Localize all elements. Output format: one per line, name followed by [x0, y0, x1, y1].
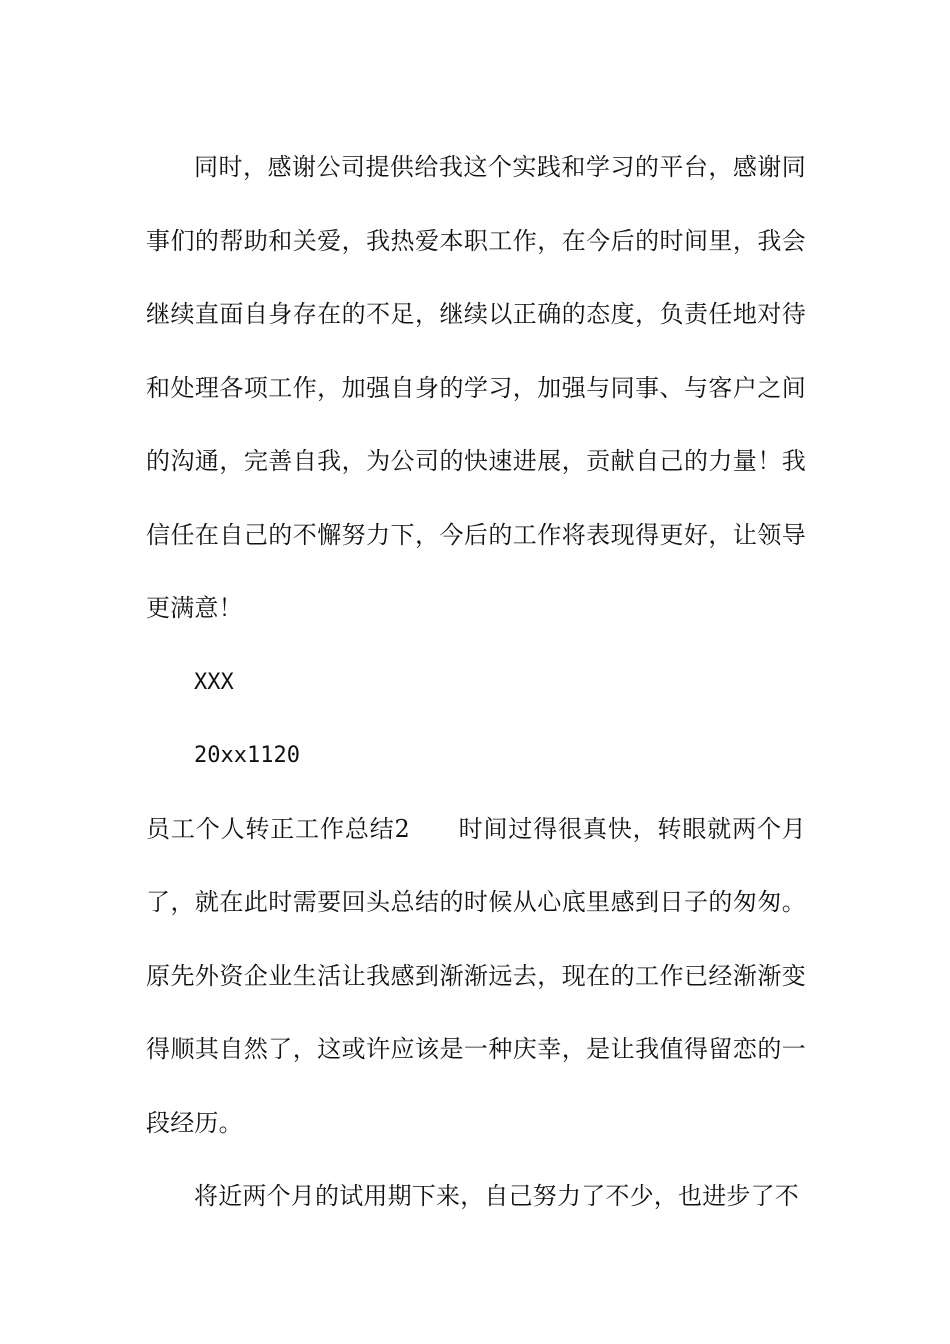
document-page — [146, 131, 806, 1234]
paragraph-time-passes: 时间过得很真快，转眼就两个月了，就在此时需要回头总结的时候从心底里感到日子的匆匆。原先外资企业生活让我感到渐渐远去，现在的工作已经渐渐变得顺其自然了，这或许应该是一种庆幸，是让我值得留恋的一段经历。 — [146, 814, 806, 1137]
signature-name: XXX — [194, 669, 234, 695]
section-paragraph — [146, 793, 806, 1161]
paragraph-probation: 将近两个月的试用期下来，自己努力了不少，也进步了不 — [194, 1182, 799, 1210]
signature-date: 20xx1120 — [194, 743, 300, 768]
section-title: 员工个人转正工作总结2 — [146, 814, 411, 843]
paragraph-gratitude: 同时，感谢公司提供给我这个实践和学习的平台，感谢同事们的帮助和关爱，我热爱本职工作，在今后的时间里，我会继续直面自身存在的不足，继续以正确的态度，负责任地对待和处理各项工作，加强自身的学习，加强与同事、与客户之间的沟通，完善自我，为公司的快速进展，贡献自己的力量！我信任在自己的不懈努力下，今后的工作将表现得更好，让领导更满意！ — [146, 153, 806, 622]
